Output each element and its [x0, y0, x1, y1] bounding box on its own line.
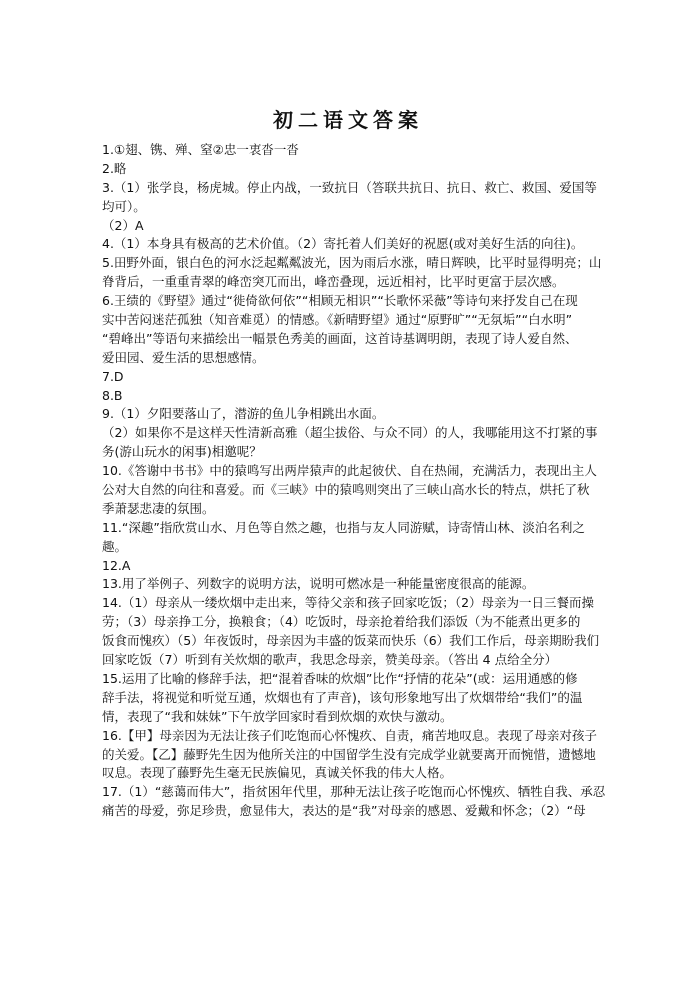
answer-line: 11.“深趣”指欣赏山水、月色等自然之趣，也指与友人同游赋，诗寄情山林、淡泊名利之	[102, 519, 585, 535]
answer-line: 13.用了举例子、列数字的说明方法，说明可燃冰是一种能量密度很高的能源。	[102, 576, 535, 592]
answer-line: 爱田园、爱生活的思想感情。	[102, 349, 265, 365]
answer-line: 季萧瑟悲凄的氛围。	[102, 500, 215, 516]
answer-line: （2）A	[102, 217, 144, 233]
answer-line: 17.（1）“慈蔼而伟大”，指贫困年代里，那种无法让孩子吃饱而心怀愧疚、牺牲自我、承忍	[102, 784, 606, 800]
answer-line: “碧峰出”等语句来描绘出一幅景色秀美的画面，这首诗基调明朗，表现了诗人爱自然、	[102, 330, 578, 346]
answer-content	[102, 141, 624, 821]
answer-line: 辞手法，将视觉和听觉互通，炊烟也有了声音)，该句形象地写出了炊烟带给“我们”的温	[102, 689, 583, 705]
answer-line: 公对大自然的向往和喜爱。而《三峡》中的猿鸣则突出了三峡山高水长的特点，烘托了秋	[102, 482, 590, 498]
answer-line: 9.（1）夕阳要落山了，潜游的鱼儿争相跳出水面。	[102, 406, 385, 422]
answer-line: 实中苦闷迷茫孤独（知音难觅）的情感。《新晴野望》通过“原野旷”“无氛垢”“白水明”	[102, 312, 573, 328]
answer-line: 12.A	[102, 557, 131, 573]
answer-line: 脊背后，一重重青翠的峰峦突兀而出，峰峦叠现，远近相衬，比平时更富于层次感。	[102, 274, 565, 290]
answer-line: 情，表现了“我和妹妹”下午放学回家时看到炊烟的欢快与激动。	[102, 708, 453, 724]
answer-line: 趣。	[102, 538, 128, 554]
answer-line: 1.①翅、镌、殚、窒②忠一衷沓一沓	[102, 142, 299, 157]
answer-line: 8.B	[102, 387, 123, 403]
answer-line: 16.【甲】母亲因为无法让孩子们吃饱而心怀愧疚、自责，痛苦地叹息。表现了母亲对孩子	[102, 727, 597, 743]
answer-line: 饭食而愧疚）（5）年夜饭时，母亲因为丰盛的饭菜而快乐（6）我们工作后，母亲期盼我们	[102, 633, 600, 649]
answer-line: 的关爱。【乙】藤野先生因为他所关注的中国留学生没有完成学业就要离开而惋惜，遗憾地	[102, 746, 596, 762]
answer-line: （2）如果你不是这样天性清新高雅（超尘拔俗、与众不同）的人，我哪能用这不打紧的事	[102, 425, 598, 441]
answer-line: 15.运用了比喻的修辞手法，把“混着香味的炊烟”比作“抒情的花朵”(或：运用通感的修	[102, 670, 578, 686]
answer-line: 务(游山玩水的闲事)相邀呢？	[102, 444, 262, 460]
answer-line: 2.略	[102, 160, 127, 176]
answer-line: 5.田野外面，银白色的河水泛起粼粼波光，因为雨后水涨，晴日辉映，比平时显得明亮；山	[102, 255, 602, 271]
answer-line: 均可）。	[102, 198, 146, 214]
answer-line: 回家吃饭（7）听到有关炊烟的歌声，我思念母亲，赞美母亲。（答出 4 点给全分）	[102, 652, 558, 668]
document-title: 初二语文答案	[273, 108, 423, 132]
answer-line: 3.（1）张学良，杨虎城。停止内战，一致抗日（答联共抗日、抗日、救亡、救国、爱国等	[102, 179, 597, 195]
answer-line: 7.D	[102, 368, 124, 384]
answer-line: 6.王绩的《野望》通过“徙倚欲何依”“相顾无相识”“长歌怀采薇”等诗句来抒发自己在现	[102, 293, 578, 309]
answer-line: 10.《答谢中书书》中的猿鸣写出两岸猿声的此起彼伏、自在热闹，充满活力，表现出主人	[102, 463, 597, 479]
answer-line: 叹息。表现了藤野先生毫无民族偏见，真诚关怀我的伟大人格。	[102, 765, 453, 781]
answer-line: 4.（1）本身具有极高的艺术价值。（2）寄托着人们美好的祝愿(或对美好生活的向往)。	[102, 236, 584, 252]
answer-line: 劳；（3）母亲挣工分，换粮食；（4）吃饭时，母亲抢着给我们添饭（为不能煮出更多的	[102, 614, 581, 630]
answer-line: 痛苦的母爱，弥足珍贵，愈显伟大，表达的是“我”对母亲的感恩、爱戴和怀念；（2）“母	[102, 803, 586, 819]
answer-line: 14.（1）母亲从一缕炊烟中走出来，等待父亲和孩子回家吃饭；（2）母亲为一日三餐而操	[102, 595, 595, 611]
